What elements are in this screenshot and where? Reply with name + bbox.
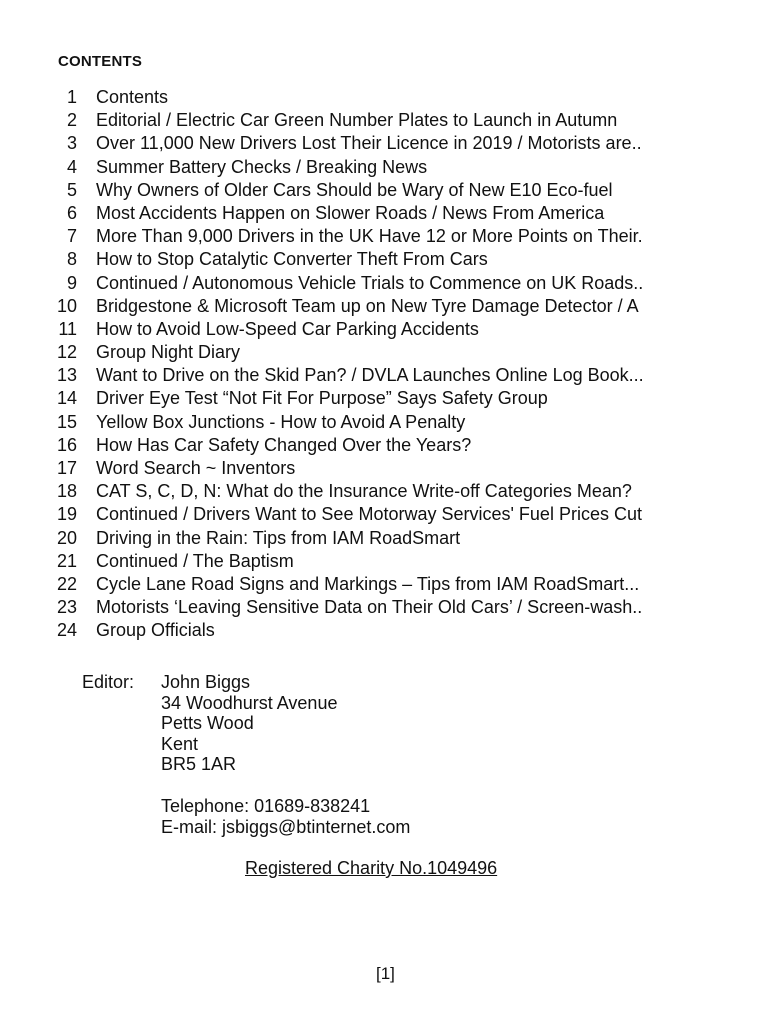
toc-entry <box>50 248 644 271</box>
address-line: Petts Wood <box>161 713 254 733</box>
toc-page-number: 3 <box>66 133 77 154</box>
editor-label: Editor: <box>82 672 135 692</box>
toc-page-number: 2 <box>66 110 77 131</box>
toc-title: Continued / Drivers Want to See Motorway Services' Fuel Prices Cut <box>96 504 642 525</box>
toc-title: Group Officials <box>96 620 215 641</box>
toc-title: Bridgestone & Microsoft Team up on New Tyre Damage Detector / A <box>96 295 639 316</box>
toc-page-number: 11 <box>58 318 77 339</box>
toc-entry <box>50 573 644 596</box>
editor-address-block <box>161 672 337 775</box>
toc-page-number: 10 <box>56 295 77 316</box>
toc-title: Contents <box>96 87 169 107</box>
toc-title: Continued / Autonomous Vehicle Trials to Commence on UK Roads.. <box>96 272 644 293</box>
table-of-contents <box>50 86 644 643</box>
toc-page-number: 13 <box>56 365 77 386</box>
toc-title: Summer Battery Checks / Breaking News <box>96 156 428 177</box>
toc-title: Why Owners of Older Cars Should be Wary of New E10 Eco-fuel <box>96 179 613 200</box>
toc-title: Word Search ~ Inventors <box>96 458 296 478</box>
toc-entry <box>50 527 644 550</box>
toc-title: CAT S, C, D, N: What do the Insurance Write-off Categories Mean? <box>96 481 632 502</box>
toc-page-number: 16 <box>56 434 77 455</box>
toc-title: Driving in the Rain: Tips from IAM RoadSmart <box>96 527 461 548</box>
editor-name: John Biggs <box>161 672 251 692</box>
toc-page-number: 17 <box>56 458 77 478</box>
toc-entry <box>50 480 644 503</box>
toc-entry <box>50 457 644 480</box>
toc-entry <box>50 272 644 295</box>
address-line: Kent <box>161 733 199 754</box>
toc-entry <box>50 341 644 364</box>
toc-entry <box>50 364 644 387</box>
toc-page-number: 21 <box>56 550 77 571</box>
toc-entry <box>50 318 644 341</box>
toc-entry <box>50 596 644 619</box>
toc-entry <box>50 411 644 434</box>
contents-heading: CONTENTS <box>58 53 143 70</box>
email: E-mail: jsbiggs@btinternet.com <box>161 817 411 837</box>
toc-page-number: 12 <box>56 342 77 363</box>
toc-title: Motorists ‘Leaving Sensitive Data on Their Old Cars’ / Screen-wash.. <box>96 597 643 618</box>
charity-number: Registered Charity No.1049496 <box>245 858 498 878</box>
toc-title: More Than 9,000 Drivers in the UK Have 12 or More Points on Their. <box>96 226 643 247</box>
toc-title: How Has Car Safety Changed Over the Years? <box>96 434 472 455</box>
toc-page-number: 24 <box>56 620 77 641</box>
toc-page-number: 14 <box>56 388 77 409</box>
toc-page-number: 4 <box>66 156 77 177</box>
toc-page-number: 6 <box>66 202 77 223</box>
toc-page-number: 20 <box>56 527 77 548</box>
toc-page-number: 18 <box>56 481 77 502</box>
toc-page-number: 9 <box>66 272 77 293</box>
toc-entry <box>50 550 644 573</box>
toc-entry <box>50 295 644 318</box>
toc-entry <box>50 109 644 132</box>
toc-page-number: 5 <box>66 179 77 200</box>
toc-page-number: 1 <box>66 87 77 107</box>
toc-entry <box>50 86 644 109</box>
toc-entry <box>50 202 644 225</box>
toc-entry <box>50 503 644 526</box>
toc-entry <box>50 225 644 248</box>
toc-entry <box>50 179 644 202</box>
toc-entry <box>50 619 644 642</box>
toc-page-number: 19 <box>56 504 77 525</box>
page-number: [1] <box>376 964 395 983</box>
toc-title: Group Night Diary <box>96 342 241 363</box>
toc-entry <box>50 387 644 410</box>
toc-entry <box>50 156 644 179</box>
address-line: 34 Woodhurst Avenue <box>161 692 338 713</box>
toc-title: Most Accidents Happen on Slower Roads / News From America <box>96 202 605 223</box>
toc-page-number: 23 <box>56 597 77 618</box>
toc-title: Continued / The Baptism <box>96 550 294 571</box>
toc-page-number: 15 <box>56 411 77 432</box>
toc-page-number: 7 <box>66 226 77 247</box>
toc-title: Editorial / Electric Car Green Number Plates to Launch in Autumn <box>96 110 618 131</box>
toc-page-number: 8 <box>66 249 77 270</box>
address-line: BR5 1AR <box>161 754 237 774</box>
toc-entry <box>50 434 644 457</box>
toc-title: Yellow Box Junctions - How to Avoid A Penalty <box>96 411 466 432</box>
toc-title: Cycle Lane Road Signs and Markings – Tips from IAM RoadSmart... <box>96 573 640 594</box>
toc-title: How to Stop Catalytic Converter Theft From Cars <box>96 249 488 270</box>
contact-details <box>161 796 410 838</box>
toc-title: How to Avoid Low-Speed Car Parking Accidents <box>96 318 479 339</box>
telephone: Telephone: 01689-838241 <box>161 796 371 816</box>
toc-title: Over 11,000 New Drivers Lost Their Licence in 2019 / Motorists are.. <box>96 133 642 154</box>
toc-title: Want to Drive on the Skid Pan? / DVLA Launches Online Log Book... <box>96 365 644 386</box>
toc-page-number: 22 <box>56 573 77 594</box>
toc-entry <box>50 132 644 155</box>
toc-title: Driver Eye Test “Not Fit For Purpose” Says Safety Group <box>96 388 548 409</box>
